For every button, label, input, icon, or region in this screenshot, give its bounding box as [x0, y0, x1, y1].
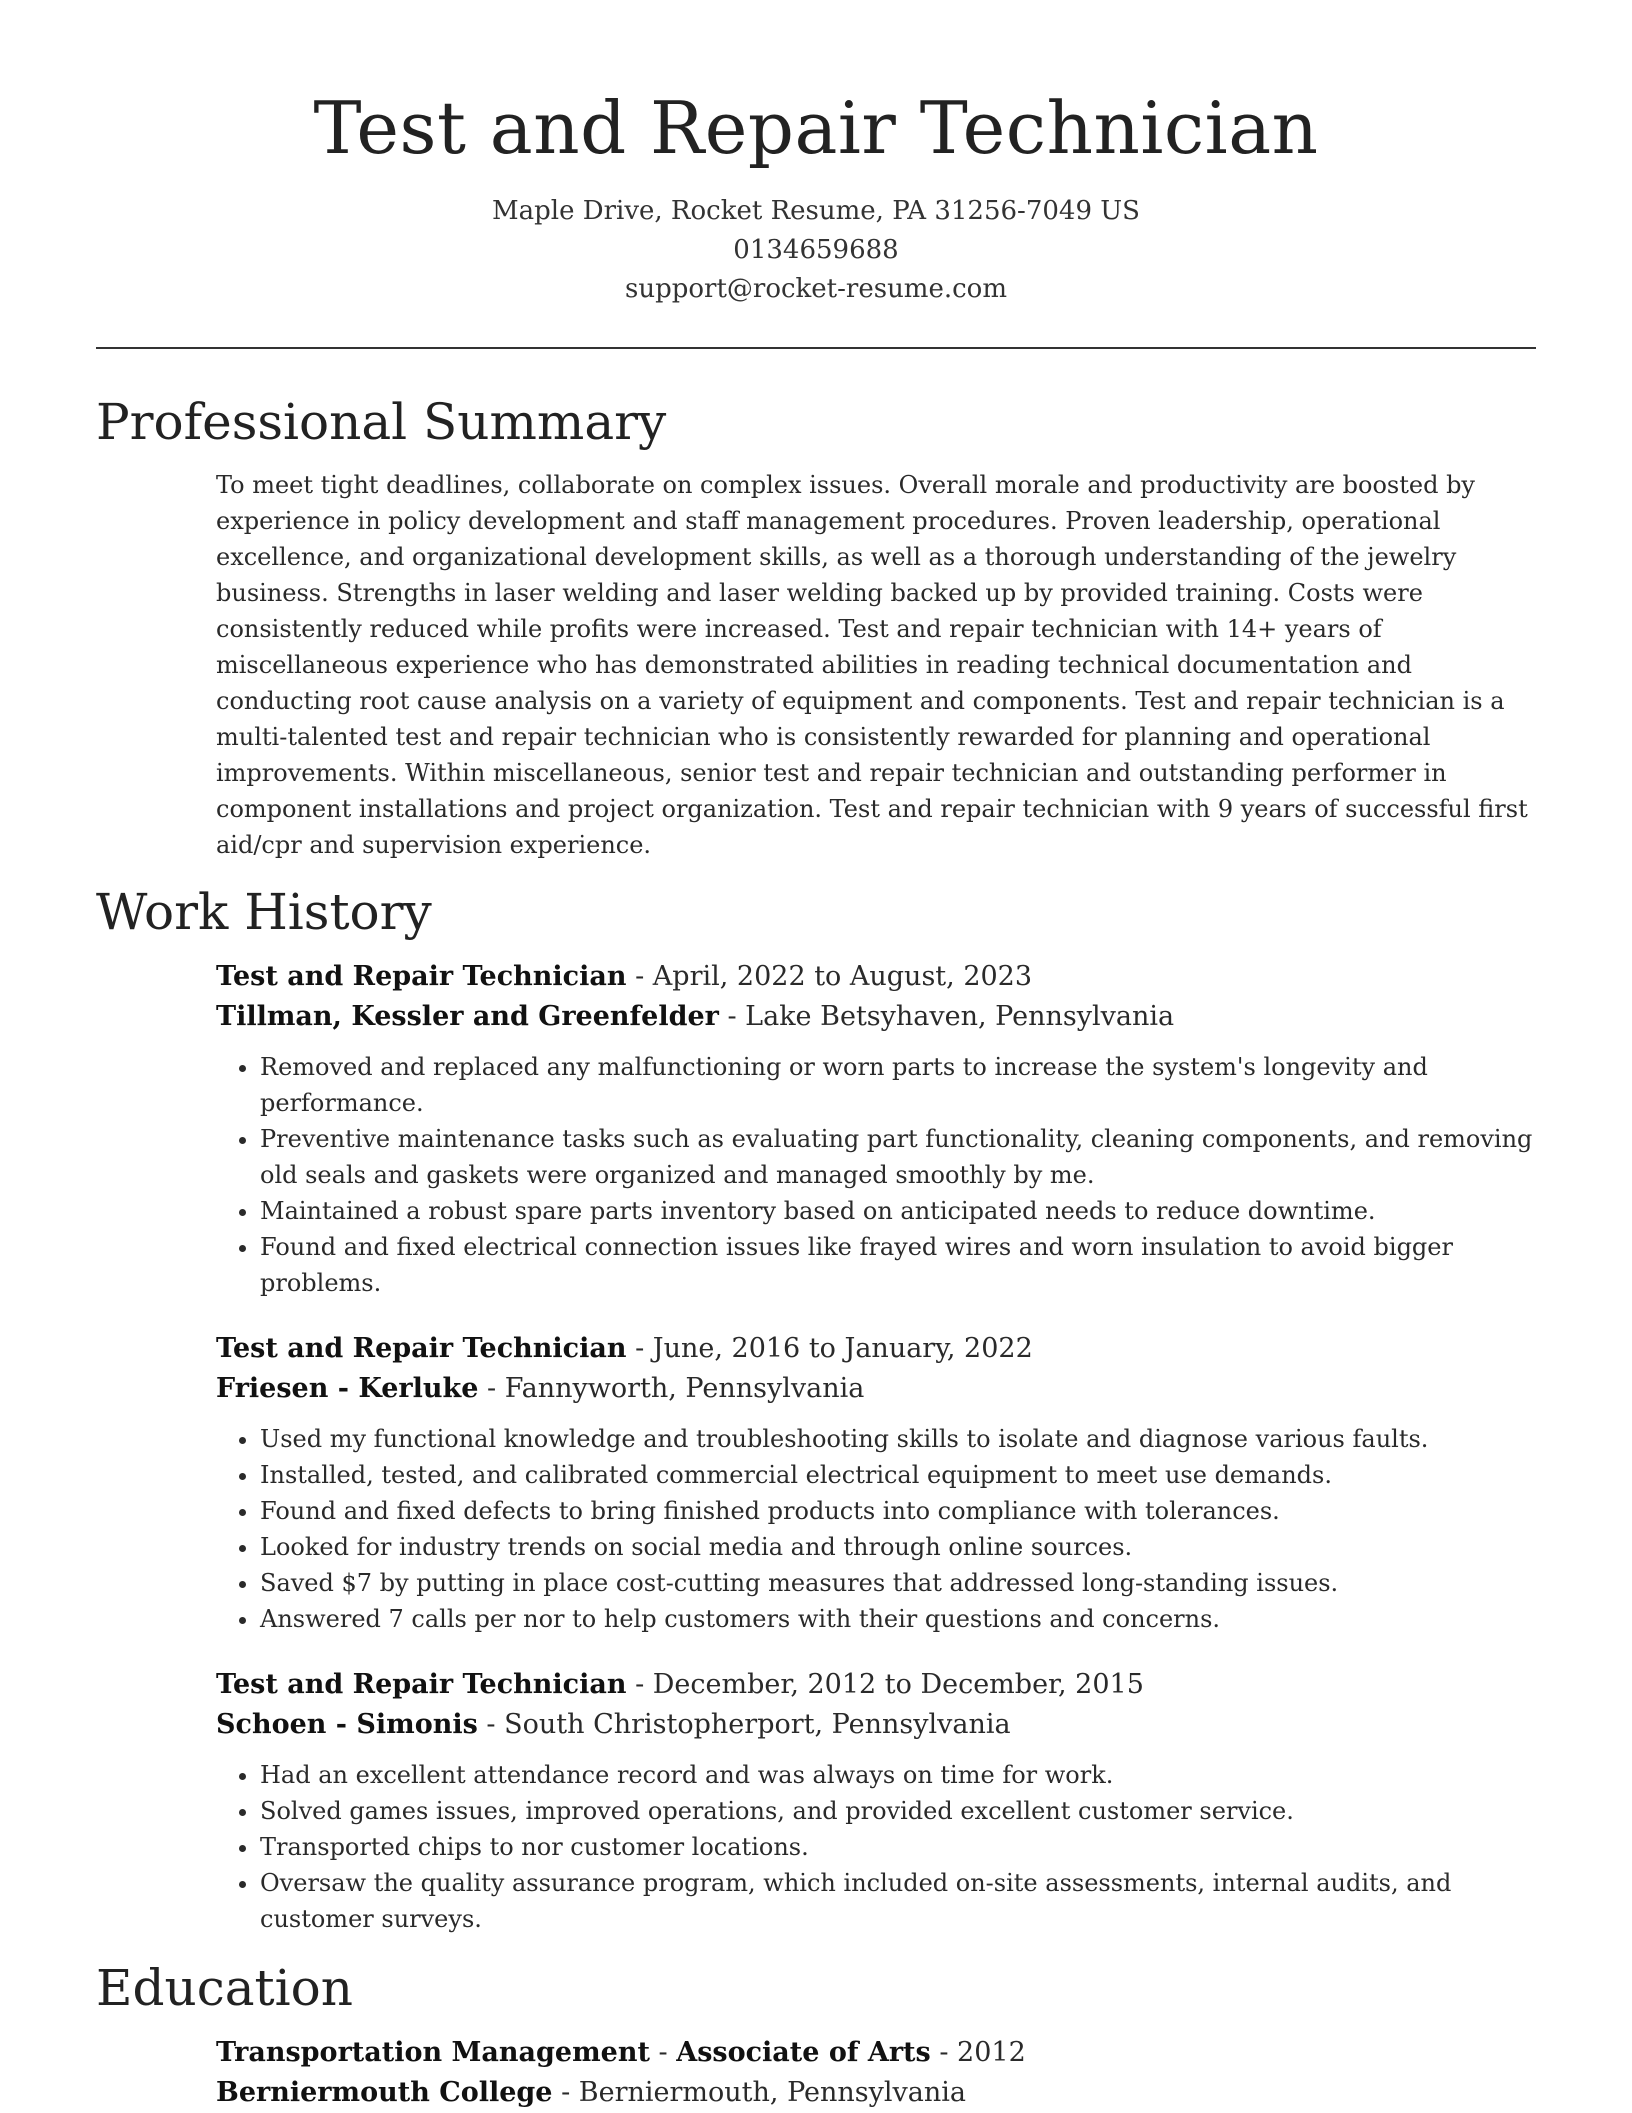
job-dates: June, 2016 to January, 2022 [652, 1333, 1033, 1364]
job-duty: • Had an excellent attendance record and was always on time for work. [260, 1757, 1536, 1793]
contact-phone: 0134659688 [733, 235, 899, 265]
work-history-heading: Work History [96, 883, 432, 941]
job-role: Test and Repair Technician [216, 961, 627, 992]
job-title-line [216, 957, 1536, 997]
education-section [0, 1957, 1632, 2113]
work-history-section [0, 881, 1632, 1937]
job-duty: • Looked for industry trends on social media and through online sources. [260, 1529, 1536, 1565]
resume-header [0, 0, 1632, 309]
job-entry [216, 1665, 1536, 1937]
job-entry [216, 957, 1536, 1301]
job-duty: • Found and fixed defects to bring finished products into compliance with tolerances. [260, 1493, 1536, 1529]
separator: - [552, 2077, 579, 2108]
separator: - [930, 2037, 958, 2068]
summary-text: To meet tight deadlines, collaborate on complex issues. Overall morale and productivity are boosted by experience in policy development and staff management procedures. Proven leadership, operational excellence, and organizational development skills, as well as a thorough understanding of the jewelry business. Strengths in laser welding and laser welding backed up by provided training. Costs were consistently reduced while profits were increased. Test and repair technician with 14+ years of miscellaneous experience who has demonstrated abilities in reading technical documentation and conducting root cause analysis on a variety of equipment and components. Test and repair technician is a multi-talented test and repair technician who is consistently rewarded for planning and operational improvements. Within miscellaneous, senior test and repair technician and outstanding performer in component installations and project organization. Test and repair technician with 9 years of successful first aid/cpr and supervision experience. [216, 471, 1528, 859]
job-role: Test and Repair Technician [216, 1333, 627, 1364]
job-location: Lake Betsyhaven, Pennsylvania [745, 1001, 1175, 1032]
separator: - [626, 1669, 653, 1700]
job-entry [216, 1329, 1536, 1637]
header-divider [96, 347, 1536, 349]
job-duty: • Oversaw the quality assurance program, which included on-site assessments, internal audits, and customer surveys. [260, 1865, 1536, 1937]
contact-email: support@rocket-resume.com [624, 274, 1007, 304]
education-year: 2012 [957, 2037, 1026, 2068]
job-title-line [216, 1665, 1536, 1705]
separator: - [718, 1001, 746, 1032]
job-dates: April, 2022 to August, 2023 [652, 961, 1033, 992]
job-duty: • Preventive maintenance tasks such as evaluating part functionality, cleaning components, and removing old seals and gaskets were organized and managed smoothly by me. [260, 1121, 1536, 1193]
education-field: Transportation Management [216, 2037, 650, 2068]
job-title-line [216, 1329, 1536, 1369]
education-school-line [216, 2073, 1536, 2113]
job-duty: • Saved $7 by putting in place cost-cutting measures that addressed long-standing issues. [260, 1565, 1536, 1601]
contact-info [0, 192, 1632, 309]
separator: - [649, 2037, 677, 2068]
job-duties-list [216, 1421, 1536, 1637]
job-company-line [216, 997, 1536, 1037]
candidate-name: Test and Repair Technician [313, 86, 1319, 170]
education-degree-line [216, 2033, 1536, 2073]
job-duty: • Used my functional knowledge and troubleshooting skills to isolate and diagnose various faults. [260, 1421, 1536, 1457]
education-entry [216, 2033, 1536, 2113]
job-company: Friesen - Kerluke [216, 1373, 479, 1404]
job-duty: • Removed and replaced any malfunctioning or worn parts to increase the system's longevity and performance. [260, 1049, 1536, 1121]
education-heading: Education [96, 1959, 353, 2017]
job-duty: • Solved games issues, improved operations, and provided excellent customer service. [260, 1793, 1536, 1829]
job-company: Tillman, Kessler and Greenfelder [216, 1001, 719, 1032]
job-dates: December, 2012 to December, 2015 [652, 1669, 1144, 1700]
separator: - [478, 1373, 505, 1404]
job-duty: • Maintained a robust spare parts inventory based on anticipated needs to reduce downtime. [260, 1193, 1536, 1229]
education-school: Berniermouth College [216, 2077, 553, 2108]
job-duty: • Found and fixed electrical connection issues like frayed wires and worn insulation to avoid bigger problems. [260, 1229, 1536, 1301]
job-location: South Christopherport, Pennsylvania [504, 1709, 1011, 1740]
job-duties-list [216, 1049, 1536, 1301]
job-company-line [216, 1369, 1536, 1409]
job-company: Schoen - Simonis [216, 1709, 478, 1740]
job-role: Test and Repair Technician [216, 1669, 627, 1700]
job-duty: • Installed, tested, and calibrated commercial electrical equipment to meet use demands. [260, 1457, 1536, 1493]
separator: - [477, 1709, 505, 1740]
separator: - [626, 1333, 653, 1364]
separator: - [626, 961, 653, 992]
education-location: Berniermouth, Pennsylvania [578, 2077, 966, 2108]
job-duty: • Answered 7 calls per nor to help customers with their questions and concerns. [260, 1601, 1536, 1637]
summary-section [0, 391, 1632, 863]
education-degree: Associate of Arts [676, 2037, 931, 2068]
job-location: Fannyworth, Pennsylvania [504, 1373, 865, 1404]
job-company-line [216, 1705, 1536, 1745]
summary-heading: Professional Summary [96, 393, 667, 451]
job-duties-list [216, 1757, 1536, 1937]
job-duty: • Transported chips to nor customer locations. [260, 1829, 1536, 1865]
contact-address: Maple Drive, Rocket Resume, PA 31256-7049 US [492, 196, 1140, 226]
